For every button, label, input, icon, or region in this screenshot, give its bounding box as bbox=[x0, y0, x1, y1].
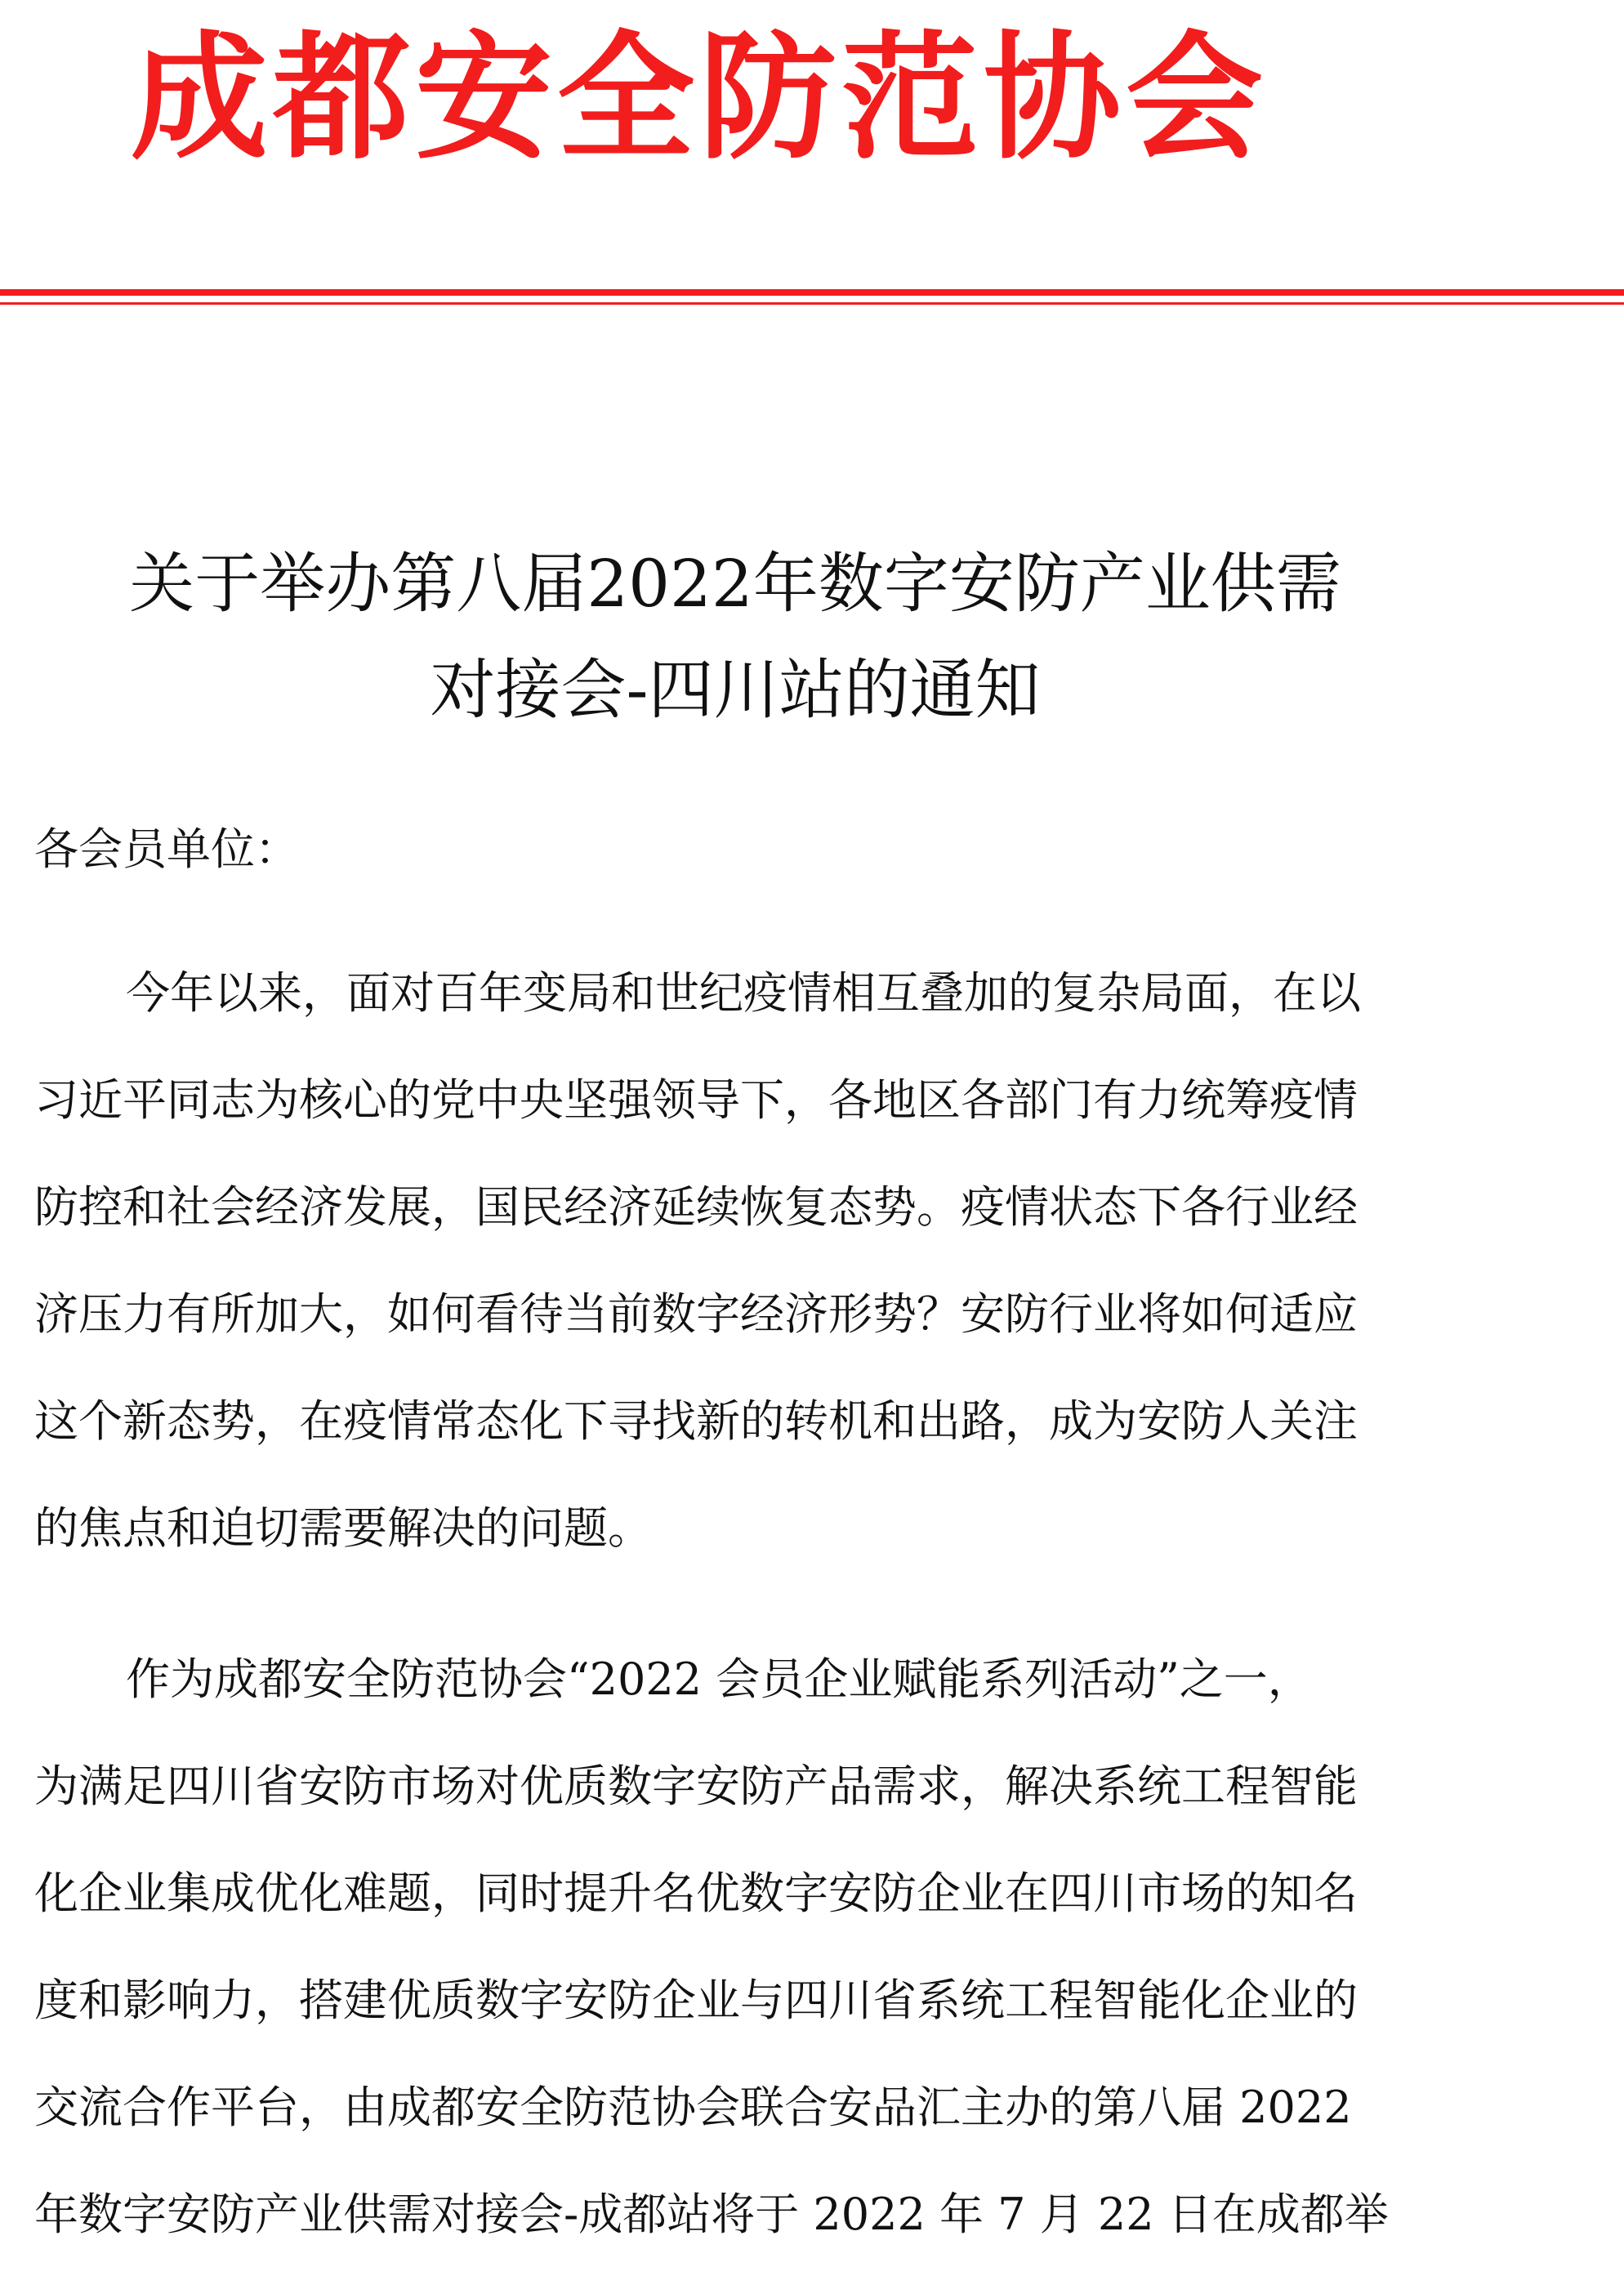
paragraph-line: 习近平同志为核心的党中央坚强领导下，各地区各部门有力统筹疫情 bbox=[34, 1074, 1358, 1126]
paragraph-line: 作为成都安全防范协会“2022 会员企业赋能系列活动”之一， bbox=[126, 1653, 1312, 1705]
org-letterhead: 成都安全防范协会 bbox=[131, 18, 1268, 178]
title-line-2: 对接会-四川站的通知 bbox=[430, 652, 1041, 728]
paragraph-line: 交流合作平台，由成都安全防范协会联合安品汇主办的第八届 2022 bbox=[34, 2082, 1352, 2133]
paragraph-line: 度和影响力，搭建优质数字安防企业与四川省系统工程智能化企业的 bbox=[34, 1975, 1358, 2026]
paragraph-line: 防控和社会经济发展，国民经济延续恢复态势。疫情状态下各行业经 bbox=[34, 1181, 1358, 1233]
paragraph-2 bbox=[34, 1626, 1439, 2268]
header-rule-thick bbox=[0, 289, 1624, 296]
paragraph-line: 为满足四川省安防市场对优质数字安防产品需求，解决系统工程智能 bbox=[34, 1761, 1358, 1812]
paragraph-line: 年数字安防产业供需对接会-成都站将于 2022 年 7 月 22 日在成都举 bbox=[34, 2189, 1389, 2240]
paragraph-1 bbox=[34, 939, 1439, 1582]
paragraph-line: 今年以来，面对百年变局和世纪疫情相互叠加的复杂局面，在以 bbox=[126, 967, 1361, 1019]
paragraph-line: 化企业集成优化难题，同时提升名优数字安防企业在四川市场的知名 bbox=[34, 1868, 1358, 1919]
title-line-1: 关于举办第八届2022年数字安防产业供需 bbox=[129, 546, 1341, 622]
header-rule-thin bbox=[0, 302, 1624, 305]
salutation: 各会员单位： bbox=[34, 823, 299, 875]
paragraph-line: 这个新态势，在疫情常态化下寻找新的转机和出路，成为安防人关注 bbox=[34, 1395, 1358, 1447]
paragraph-line: 济压力有所加大，如何看待当前数字经济形势？安防行业将如何适应 bbox=[34, 1288, 1358, 1340]
paragraph-line: 的焦点和迫切需要解决的问题。 bbox=[34, 1502, 652, 1554]
document-title bbox=[33, 531, 1438, 743]
